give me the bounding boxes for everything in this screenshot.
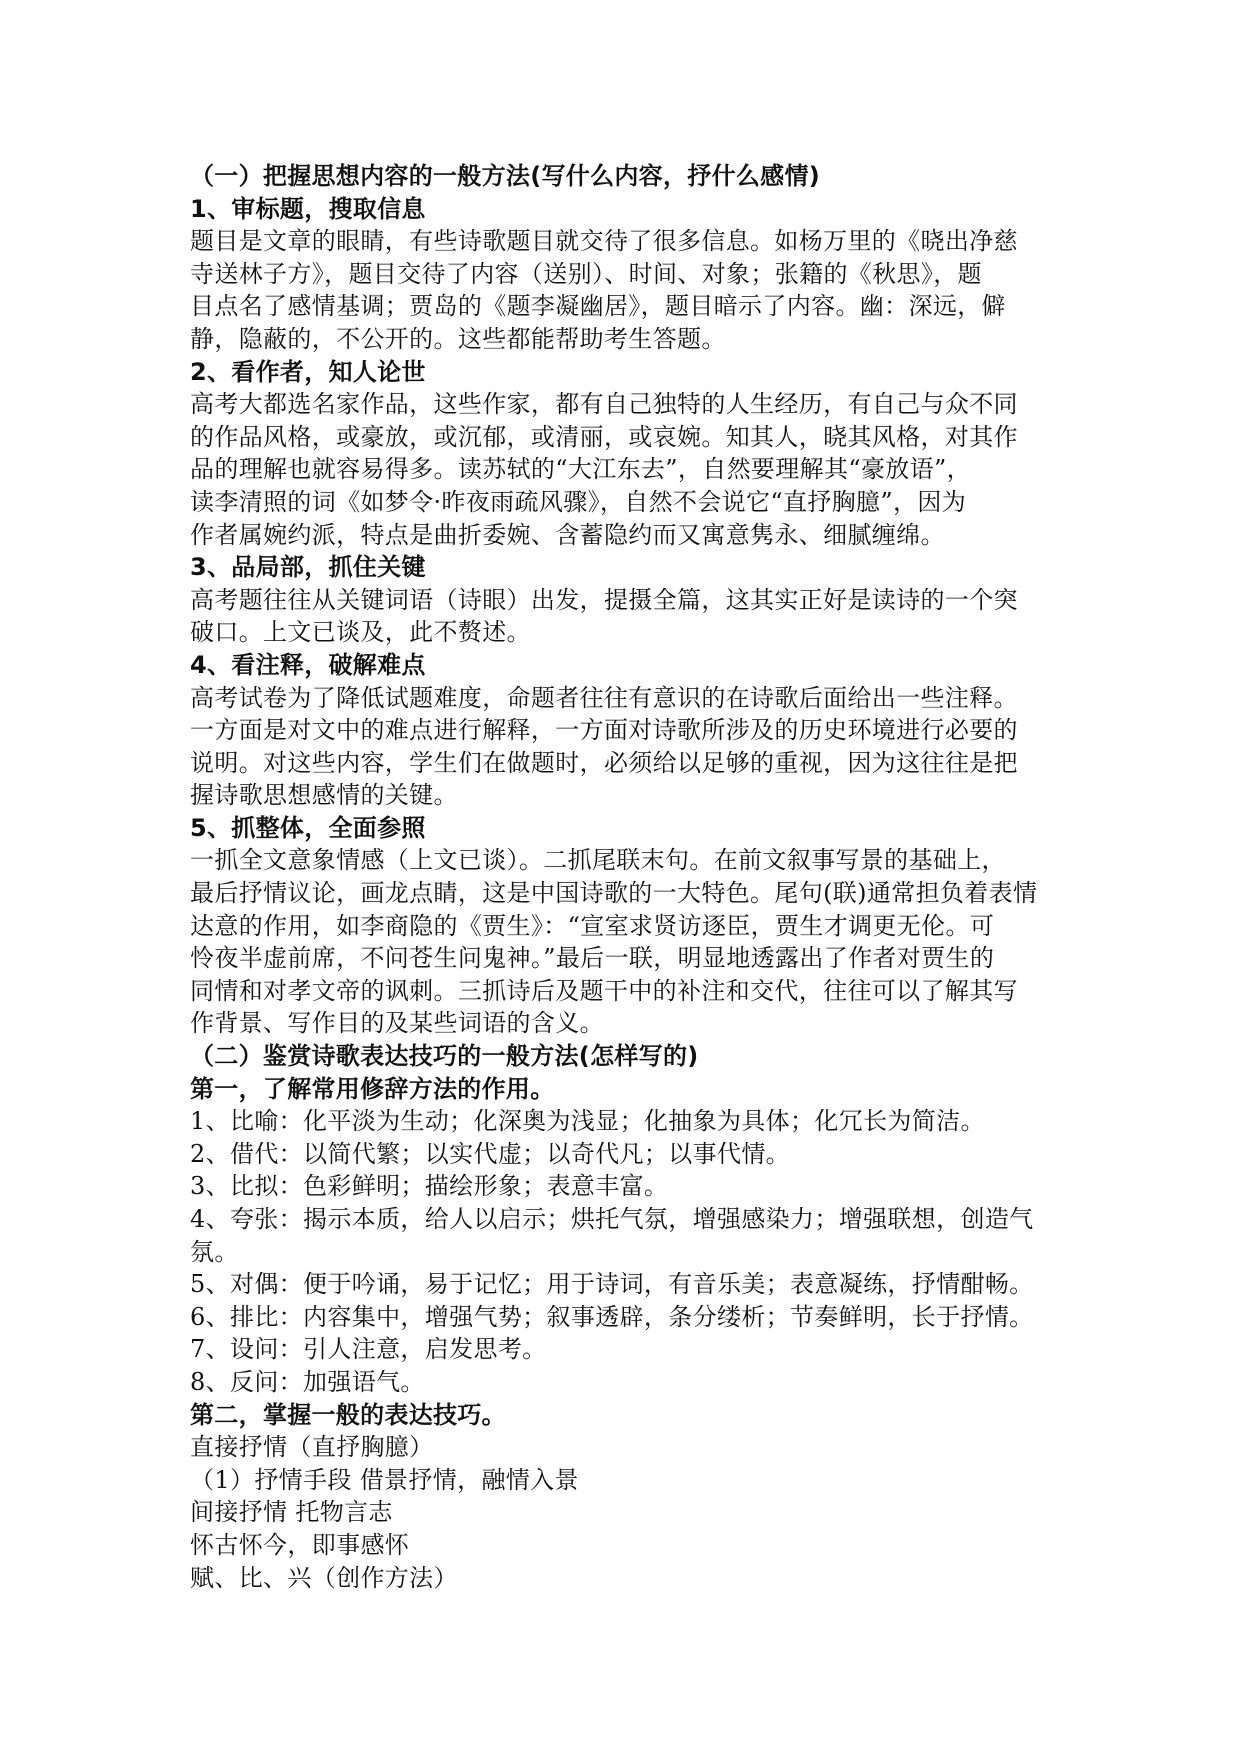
list-item: （1）抒情手段 借景抒情，融情入景	[190, 1465, 579, 1494]
paragraph-line: 握诗歌思想感情的关键。	[190, 781, 458, 810]
paragraph-line: 达意的作用，如李商隐的《贾生》：“宣室求贤访逐臣，贾生才调更无伦。可	[190, 911, 995, 940]
section-item	[190, 812, 1058, 1040]
paragraph-line: 题目是文章的眼睛，有些诗歌题目就交待了很多信息。如杨万里的《晓出净慈	[190, 227, 1018, 256]
paragraph-line: 一抓全文意象情感（上文已谈）。二抓尾联末句。在前文叙事写景的基础上，	[190, 846, 1006, 875]
list-item: 氛。	[190, 1237, 239, 1266]
paragraph-line: 最后抒情议论，画龙点睛，这是中国诗歌的一大特色。尾句(联)通常担负着表情	[190, 879, 1038, 908]
list-item: 间接抒情 托物言志	[190, 1498, 393, 1527]
list-item: 6、排比：内容集中，增强气势；叙事透辟，条分缕析；节奏鲜明，长于抒情。	[190, 1302, 1034, 1331]
item-heading: 3、品局部，抓住关键	[190, 553, 426, 582]
paragraph-line: 同情和对孝文帝的讽刺。三抓诗后及题干中的补注和交代，往往可以了解其写	[190, 976, 1018, 1005]
paragraph-line: 高考试卷为了降低试题难度，命题者往往有意识的在诗歌后面给出一些注释。	[190, 683, 1018, 712]
section-1-title: （一）把握思想内容的一般方法(写什么内容，抒什么感情)	[190, 162, 821, 190]
list-item: 1、比喻：化平淡为生动；化深奥为浅显；化抽象为具体；化冗长为简洁。	[190, 1107, 985, 1136]
paragraph-line: 作背景、写作目的及某些词语的含义。	[190, 1009, 604, 1038]
section-item	[190, 551, 1058, 649]
list-item: 3、比拟：色彩鲜明；描绘形象；表意丰富。	[190, 1172, 669, 1201]
item-heading: 5、抓整体，全面参照	[190, 813, 426, 842]
list-item: 4、夸张：揭示本质，给人以启示；烘托气氛，增强感染力；增强联想，创造气	[190, 1205, 1034, 1233]
part-1-heading: 第一，了解常用修辞方法的作用。	[190, 1074, 555, 1103]
list-item: 2、借代：以简代繁；以实代虚；以奇代凡；以事代情。	[190, 1139, 791, 1168]
paragraph-line: 怜夜半虚前席，不问苍生问鬼神。”最后一联，明显地透露出了作者对贾生的	[190, 944, 995, 973]
list-item: 直接抒情（直抒胸臆）	[190, 1433, 434, 1462]
section-item	[190, 193, 1058, 356]
section-item	[190, 649, 1058, 812]
paragraph-line: 高考题往往从关键词语（诗眼）出发，提摄全篇，这其实正好是读诗的一个突	[190, 585, 1018, 614]
paragraph-line: 品的理解也就容易得多。读苏轼的“大江东去”，自然要理解其“豪放语”，	[190, 455, 971, 484]
paragraph-line: 一方面是对文中的难点进行解释，一方面对诗歌所涉及的历史环境进行必要的	[190, 716, 1018, 745]
list-item: 5、对偶：便于吟诵，易于记忆；用于诗词，有音乐美；表意凝练，抒情酣畅。	[190, 1270, 1034, 1299]
list-item: 7、设问：引人注意，启发思考。	[190, 1335, 547, 1364]
section-2-title: （二）鉴赏诗歌表达技巧的一般方法(怎样写的)	[190, 1042, 699, 1071]
rhetoric-list	[190, 1105, 1058, 1398]
paragraph-line: 说明。对这些内容，学生们在做题时，必须给以足够的重视，因为这往往是把	[190, 748, 1018, 777]
paragraph-line: 破口。上文已谈及，此不赘述。	[190, 618, 531, 647]
item-heading: 4、看注释，破解难点	[190, 650, 426, 679]
part-2-heading: 第二，掌握一般的表达技巧。	[190, 1400, 506, 1429]
section-1-items	[190, 193, 1058, 1040]
paragraph-line: 寺送林子方》，题目交待了内容（送别）、时间、对象；张籍的《秋思》，题	[190, 259, 982, 288]
paragraph-line: 目点名了感情基调；贾岛的《题李凝幽居》，题目暗示了内容。幽：深远，僻	[190, 292, 1006, 321]
list-item: 赋、比、兴（创作方法）	[190, 1563, 458, 1592]
technique-list	[190, 1431, 1058, 1594]
paragraph-line: 读李清照的词《如梦令·昨夜雨疏风骤》，自然不会说它“直抒胸臆”，因为	[190, 487, 967, 516]
item-heading: 2、看作者，知人论世	[190, 357, 426, 386]
paragraph-line: 作者属婉约派，特点是曲折委婉、含蓄隐约而又寓意隽永、细腻缠绵。	[190, 520, 945, 549]
list-item: 怀古怀今，即事感怀	[190, 1530, 410, 1559]
paragraph-line: 高考大都选名家作品，这些作家，都有自己独特的人生经历，有自己与众不同	[190, 390, 1018, 419]
document-page	[190, 160, 1058, 1594]
paragraph-line: 静，隐蔽的，不公开的。这些都能帮助考生答题。	[190, 324, 726, 353]
section-item	[190, 356, 1058, 552]
item-heading: 1、审标题，搜取信息	[190, 194, 426, 223]
list-item: 8、反问：加强语气。	[190, 1367, 425, 1396]
paragraph-line: 的作品风格，或豪放，或沉郁，或清丽，或哀婉。知其人，晓其风格，对其作	[190, 422, 1018, 451]
